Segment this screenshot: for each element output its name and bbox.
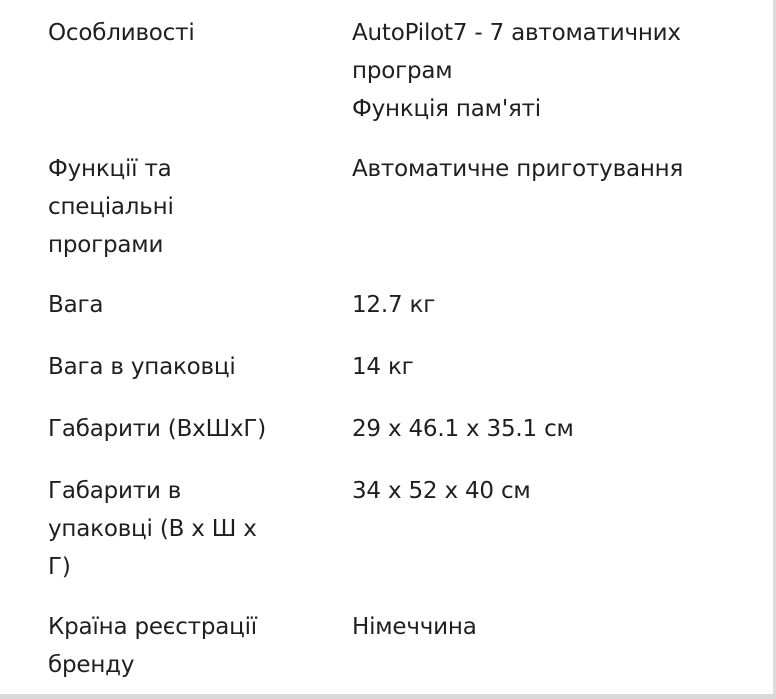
specifications-table [48, 14, 748, 684]
spec-label-features: Особливості [48, 20, 195, 46]
spec-row-weight [48, 286, 748, 348]
spec-value-package-dimensions: 34 x 52 x 40 см [352, 478, 531, 504]
spec-row-brand-country [48, 608, 748, 684]
spec-value-brand-country: Німеччина [352, 614, 477, 640]
spec-value-package-weight: 14 кг [352, 354, 414, 380]
spec-value-dimensions: 29 x 46.1 x 35.1 см [352, 416, 574, 442]
spec-value-features: AutoPilot7 - 7 автоматичних програм Функція пам'яті [352, 20, 681, 122]
spec-row-functions [48, 150, 748, 286]
spec-label-brand-country: Країна реєстрації бренду [48, 614, 258, 678]
spec-value-weight: 12.7 кг [352, 292, 436, 318]
spec-row-package-dimensions [48, 472, 748, 608]
spec-label-dimensions: Габарити (ВхШхГ) [48, 416, 266, 442]
spec-row-package-weight [48, 348, 748, 410]
spec-label-weight: Вага [48, 292, 104, 318]
spec-row-dimensions [48, 410, 748, 472]
spec-value-functions: Автоматичне приготування [352, 156, 684, 182]
panel-bottom-edge [0, 694, 776, 699]
spec-label-functions: Функції та спеціальні програми [48, 156, 174, 258]
spec-row-features [48, 14, 748, 150]
spec-label-package-dimensions: Габарити в упаковці (В х Ш х Г) [48, 478, 257, 580]
spec-label-package-weight: Вага в упаковці [48, 354, 236, 380]
